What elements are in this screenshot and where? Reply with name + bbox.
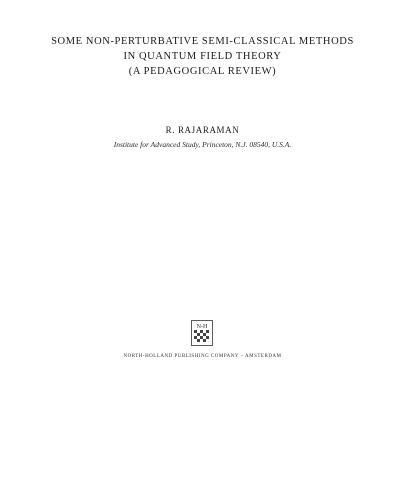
author-affiliation: Institute for Advanced Study, Princeton, N.J. 08540, U.S.A. xyxy=(113,140,292,149)
title-line-2: IN QUANTUM FIELD THEORY xyxy=(123,51,282,62)
publisher-name: NORTH-HOLLAND PUBLISHING COMPANY – AMSTERDAM xyxy=(123,354,282,359)
title-line-3: (A PEDAGOGICAL REVIEW) xyxy=(128,66,277,77)
title-line-1: SOME NON-PERTURBATIVE SEMI-CLASSICAL METHODS xyxy=(51,36,354,47)
author-name: R. RAJARAMAN xyxy=(165,125,240,135)
publisher-logo-text: N-H xyxy=(196,324,208,330)
publisher-logo xyxy=(191,320,213,346)
